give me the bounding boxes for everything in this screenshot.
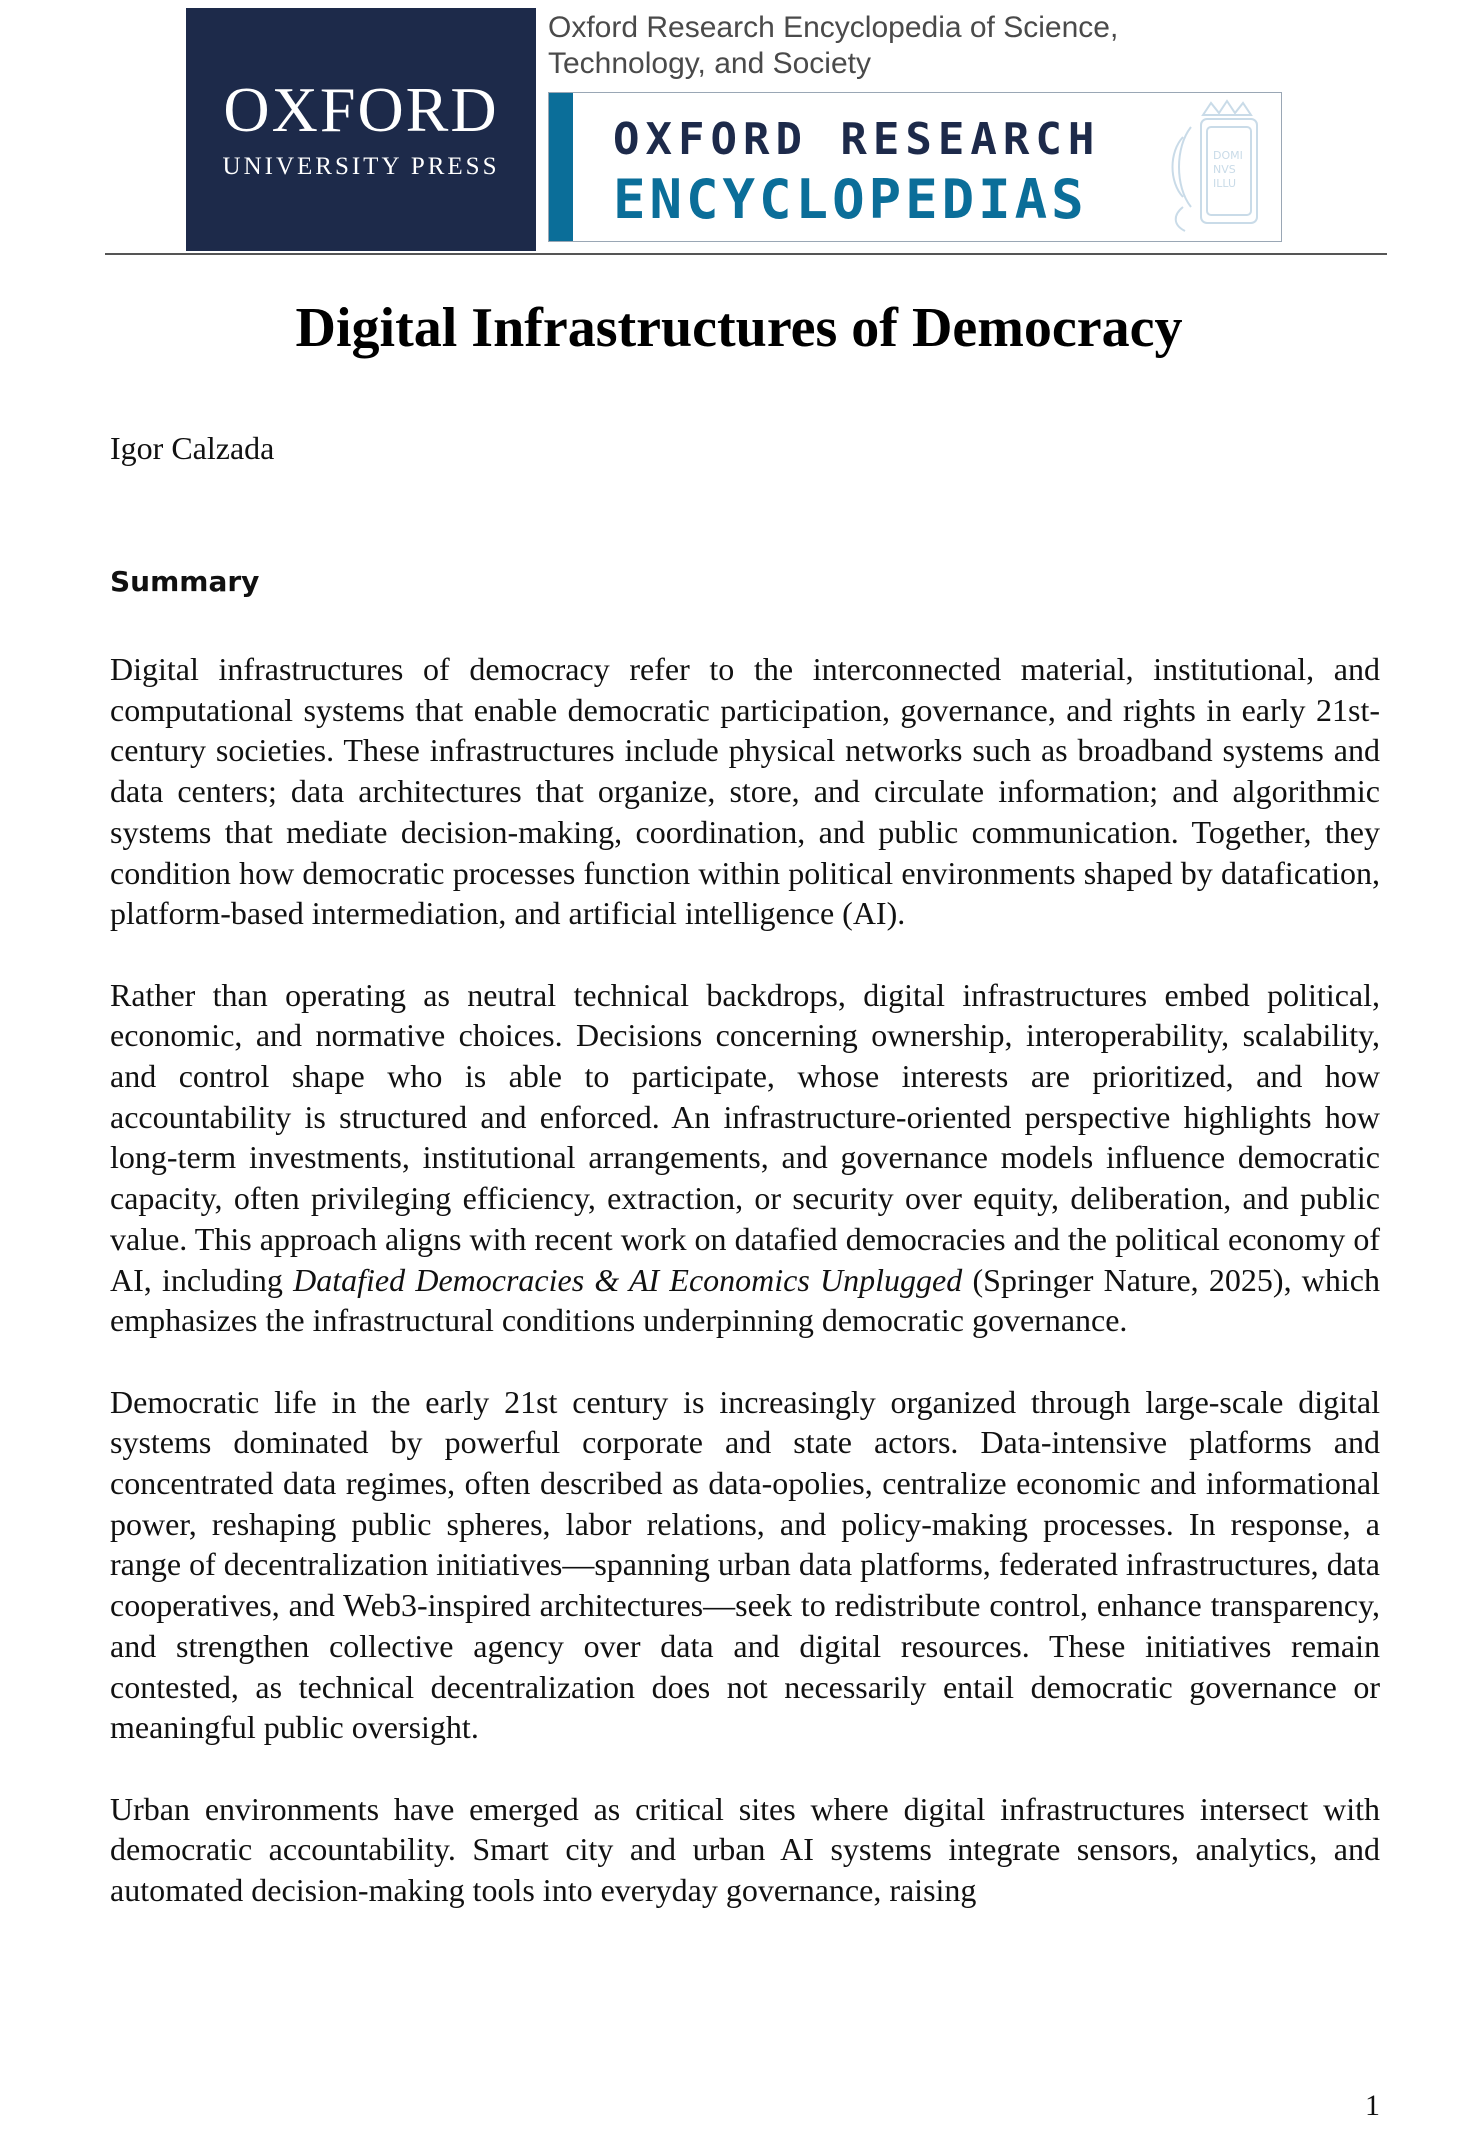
header-divider (105, 253, 1387, 255)
summary-body (110, 649, 1380, 1951)
banner-accent-bar (549, 93, 573, 241)
svg-text:NVS: NVS (1213, 163, 1236, 176)
paragraph-2-text-start: Rather than operating as neutral technical backdrops, digital infrastructures embed political, economic, and normative choices. Decisions concerning ownership, interoperability, scalability, and control shape who is able to participate, whose interests are prioritized, and how accountability is structured and enforced. An infrastructure-oriented perspective highlights how long-term investments, institutional arrangements, and governance models influence democratic capacity, often privileging efficiency, extraction, or security over equity, deliberation, and public value. This approach aligns with recent work on datafied democracies and the political economy of AI, including (110, 976, 1380, 1298)
summary-paragraph-3: Democratic life in the early 21st century is increasingly organized through large-scale digital systems dominated by powerful corporate and state actors. Data-intensive platforms and concentrated data regimes, often described as data-opolies, centralize economic and informational power, reshaping public spheres, labor relations, and policy-making processes. In response, a range of decentralization initiatives—spanning urban data platforms, federated infrastructures, data cooperatives, and Web3-inspired architectures—seek to redistribute control, enhance transparency, and strengthen collective agency over data and digital resources. These initiatives remain contested, as technical decentralization does not necessarily entail democratic governance or meaningful public oversight. (110, 1383, 1380, 1746)
oxford-research-encyclopedias-banner (548, 92, 1282, 242)
series-title: Oxford Research Encyclopedia of Science, Technology, and Society (548, 11, 1119, 80)
svg-text:ILLU: ILLU (1213, 177, 1237, 190)
paragraph-2-text-end: (Springer Nature, 2025), which emphasizes the infrastructural conditions underpinning democratic governance. (110, 1261, 1381, 1339)
publication-header (186, 8, 1298, 251)
logo-subtitle: UNIVERSITY PRESS (222, 153, 500, 180)
crest-watermark-icon (1163, 97, 1273, 237)
banner-line-2: ENCYCLOPEDIAS (613, 168, 1088, 231)
svg-text:DOMI: DOMI (1213, 149, 1243, 162)
oxford-university-press-logo (186, 8, 536, 251)
logo-wordmark: OXFORD (223, 74, 499, 145)
summary-paragraph-2 (110, 975, 1380, 1341)
summary-paragraph-1: Digital infrastructures of democracy refer to the interconnected material, institutional, and computational systems that enable democratic participation, governance, and rights in early 21st-century societies. These infrastructures include physical networks such as broadband systems and data centers; data architectures that organize, store, and circulate information; and algorithmic systems that mediate decision-making, coordination, and public communication. Together, they condition how democratic processes function within political environments shaped by datafication, platform-based intermediation, and artificial intelligence (AI). (110, 651, 1380, 932)
summary-paragraph-4: Urban environments have emerged as critical sites where digital infrastructures intersect with democratic accountability. Smart city and urban AI systems integrate sensors, analytics, and automated decision-making tools into everyday governance, raising (110, 1790, 1380, 1909)
book-title: Datafied Democracies & AI Economics Unplugged (293, 1261, 963, 1298)
banner-line-1: OXFORD RESEARCH (613, 114, 1101, 165)
article-title: Digital Infrastructures of Democracy (295, 297, 1183, 359)
page-number: 1 (1365, 2089, 1380, 2122)
summary-heading: Summary (110, 565, 260, 598)
author-name: Igor Calzada (110, 430, 275, 466)
